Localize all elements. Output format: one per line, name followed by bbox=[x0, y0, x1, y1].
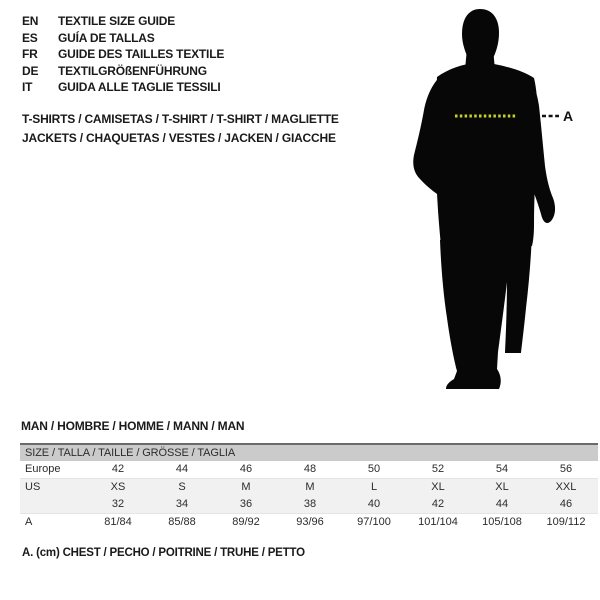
table-cell: XL bbox=[431, 481, 445, 493]
table-cell: 32 bbox=[111, 498, 125, 510]
row-label: A bbox=[25, 516, 33, 528]
table-cell: 46 bbox=[559, 498, 573, 510]
table-row-chest bbox=[20, 513, 598, 531]
language-label: TEXTILGRÖßENFÜHRUNG bbox=[58, 63, 207, 78]
man-silhouette-svg bbox=[405, 0, 600, 400]
language-row bbox=[22, 79, 224, 96]
table-cell: 109/112 bbox=[546, 516, 586, 528]
table-cell: M bbox=[305, 481, 315, 493]
size-table bbox=[20, 443, 598, 531]
language-row bbox=[22, 13, 224, 30]
language-code: DE bbox=[22, 63, 39, 78]
table-cell: L bbox=[370, 481, 378, 493]
table-cell: XL bbox=[495, 481, 509, 493]
language-label: GUIDA ALLE TAGLIE TESSILI bbox=[58, 80, 221, 94]
table-cell: 44 bbox=[175, 463, 189, 475]
table-cell: 81/84 bbox=[104, 516, 132, 528]
table-cell: 97/100 bbox=[357, 516, 391, 528]
language-code: IT bbox=[22, 80, 33, 94]
table-cell: 52 bbox=[431, 463, 445, 475]
table-cell: 105/108 bbox=[482, 516, 522, 528]
table-cell: XS bbox=[110, 481, 126, 493]
language-code: FR bbox=[22, 47, 38, 61]
table-cell: 44 bbox=[495, 498, 509, 510]
table-cell: 46 bbox=[239, 463, 253, 475]
measure-label-a: A bbox=[563, 108, 574, 124]
language-label: GUÍA DE TALLAS bbox=[58, 30, 155, 45]
table-cell: 42 bbox=[111, 463, 125, 475]
table-cell: 40 bbox=[367, 498, 381, 510]
row-label: Europe bbox=[25, 463, 61, 475]
table-cell: S bbox=[178, 481, 186, 493]
size-table-header: SIZE / TALLA / TAILLE / GRÖSSE / TAGLIA bbox=[20, 445, 598, 461]
table-cell: 93/96 bbox=[296, 516, 324, 528]
garment-categories bbox=[22, 110, 339, 147]
silhouette-shapes bbox=[413, 9, 555, 389]
row-label: US bbox=[25, 481, 41, 493]
language-label: GUIDE DES TAILLES TEXTILE bbox=[58, 47, 225, 61]
language-row bbox=[22, 46, 224, 63]
table-row-us-numeric bbox=[20, 496, 598, 513]
table-cell: 89/92 bbox=[232, 516, 260, 528]
table-cell: 48 bbox=[303, 463, 317, 475]
table-cell: 36 bbox=[239, 498, 253, 510]
table-cell: 42 bbox=[431, 498, 445, 510]
category-jackets: JACKETS / CHAQUETAS / VESTES / JACKEN / GIACCHE bbox=[22, 130, 336, 145]
category-tshirts: T-SHIRTS / CAMISETAS / T-SHIRT / T-SHIRT / MAGLIETTE bbox=[22, 112, 339, 126]
table-cell: 34 bbox=[175, 498, 189, 510]
table-cell: 56 bbox=[559, 463, 573, 475]
row-label bbox=[20, 496, 86, 513]
measurement-footnote: A. (cm) CHEST / PECHO / POITRINE / TRUHE / PETTO bbox=[22, 547, 305, 559]
table-cell: M bbox=[241, 481, 251, 493]
language-row bbox=[22, 30, 224, 47]
language-label: TEXTILE SIZE GUIDE bbox=[58, 14, 176, 28]
table-cell: XXL bbox=[555, 481, 577, 493]
section-title-man: MAN / HOMBRE / HOMME / MANN / MAN bbox=[21, 419, 245, 433]
table-cell: 54 bbox=[495, 463, 509, 475]
table-row-europe bbox=[20, 461, 598, 478]
table-row-us bbox=[20, 478, 598, 496]
language-list bbox=[22, 13, 224, 96]
language-code: ES bbox=[22, 30, 38, 45]
man-silhouette-figure bbox=[405, 0, 600, 400]
table-cell: 50 bbox=[367, 463, 381, 475]
language-code: EN bbox=[22, 14, 39, 28]
table-cell: 38 bbox=[303, 498, 317, 510]
language-row bbox=[22, 63, 224, 80]
table-cell: 101/104 bbox=[418, 516, 458, 528]
table-cell: 85/88 bbox=[168, 516, 196, 528]
